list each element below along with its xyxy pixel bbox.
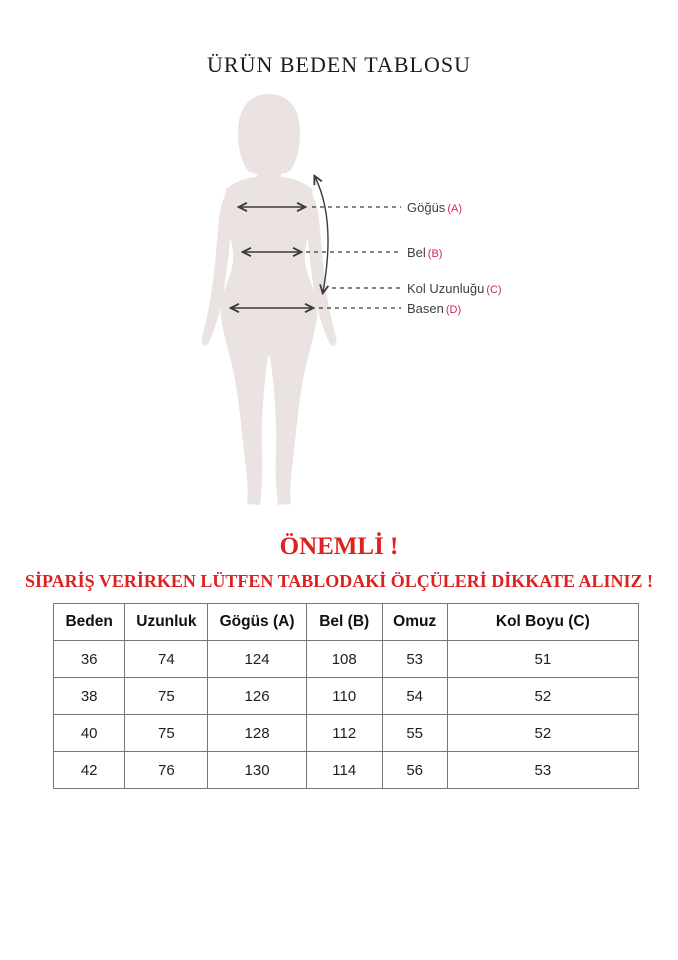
table-cell: 126 — [208, 678, 306, 715]
measure-label-hip — [407, 301, 461, 317]
table-cell: 42 — [54, 752, 125, 789]
female-body-silhouette-icon — [202, 94, 337, 505]
table-cell: 52 — [447, 715, 638, 752]
table-cell: 75 — [125, 715, 208, 752]
size-table — [53, 603, 639, 789]
table-cell: 128 — [208, 715, 306, 752]
table-cell: 114 — [306, 752, 382, 789]
measure-label-hip-code: (D) — [445, 304, 462, 316]
table-cell: 130 — [208, 752, 306, 789]
measure-label-chest-code: (A) — [447, 203, 462, 215]
column-header-uzunluk: Uzunluk — [125, 604, 208, 641]
measure-label-arm-code: (C) — [486, 284, 502, 296]
table-cell: 112 — [306, 715, 382, 752]
table-cell: 108 — [306, 641, 382, 678]
table-cell: 55 — [382, 715, 447, 752]
column-header-gogus: Gögüs (A) — [208, 604, 306, 641]
table-cell: 40 — [54, 715, 125, 752]
table-cell: 51 — [447, 641, 638, 678]
table-row — [54, 752, 639, 789]
measure-label-chest — [407, 200, 462, 216]
table-cell: 53 — [382, 641, 447, 678]
table-cell: 36 — [54, 641, 125, 678]
measure-label-hip-text: Basen — [407, 301, 444, 316]
table-cell: 124 — [208, 641, 306, 678]
column-header-omuz: Omuz — [382, 604, 447, 641]
measure-label-waist-text: Bel — [407, 245, 426, 260]
measure-label-arm-text: Kol Uzunluğu — [407, 281, 485, 296]
column-header-bel: Bel (B) — [306, 604, 382, 641]
page-title: ÜRÜN BEDEN TABLOSU — [207, 52, 471, 77]
table-cell: 74 — [125, 641, 208, 678]
measure-label-waist-code: (B) — [427, 248, 443, 260]
table-cell: 56 — [382, 752, 447, 789]
table-cell: 38 — [54, 678, 125, 715]
table-cell: 54 — [382, 678, 447, 715]
important-heading: ÖNEMLİ ! — [279, 533, 399, 560]
table-cell: 76 — [125, 752, 208, 789]
measure-label-arm — [407, 281, 502, 297]
table-cell: 53 — [447, 752, 638, 789]
table-row — [54, 715, 639, 752]
table-row — [54, 641, 639, 678]
order-warning-text: SİPARİŞ VERİRKEN LÜTFEN TABLODAKİ ÖLÇÜLERİ DİKKATE ALINIZ ! — [25, 571, 653, 591]
table-cell: 110 — [306, 678, 382, 715]
table-cell: 52 — [447, 678, 638, 715]
measure-label-chest-text: Göğüs — [407, 200, 446, 215]
table-cell: 75 — [125, 678, 208, 715]
size-table-header-row — [54, 604, 639, 641]
column-header-beden: Beden — [54, 604, 125, 641]
column-header-kol-boyu: Kol Boyu (C) — [447, 604, 638, 641]
table-row — [54, 678, 639, 715]
measure-label-waist — [407, 245, 442, 261]
